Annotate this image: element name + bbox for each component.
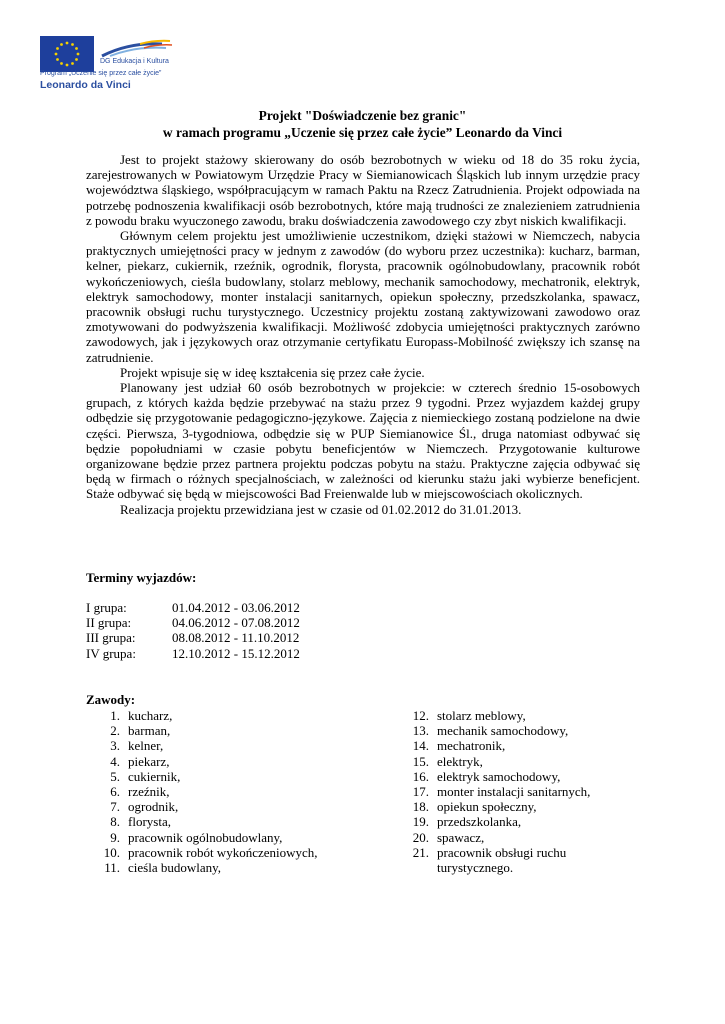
terms-row: [86, 615, 300, 630]
list-text: przedszkolanka,: [437, 814, 522, 830]
terms-group: II grupa:: [86, 615, 132, 631]
paragraph: Jest to projekt stażowy skierowany do osób bezrobotnych w wieku od 18 do 35 roku życia, zarejestrowanych w Powiatowym Urzędzie Pracy w Siemianowicach Śląskich lub innym urzędzie pracy województwa śląskiego, współpracującym w ramach Paktu na Rzecz Zatrudnienia. Projekt odpowiada na potrzebę podnoszenia kwalifikacji osób bezrobotnych, które mają trudności ze znalezieniem zatrudnienia z powodu braku wyuczonego zawodu, braku doświadczenia zawodowego czy zbyt niskich kwalifikacji.: [86, 152, 640, 228]
list-text: pracownik ogólnobudowlany,: [128, 829, 283, 845]
header-logo: [40, 36, 180, 96]
list-item: [86, 768, 181, 784]
list-text-continuation: turystycznego.: [437, 859, 514, 875]
list-number: 17.: [412, 783, 429, 799]
list-text: stolarz meblowy,: [437, 708, 526, 723]
terms-table: [86, 600, 300, 661]
list-text: kucharz,: [128, 708, 173, 723]
list-text: monter instalacji sanitarnych,: [437, 783, 591, 799]
list-number: 1.: [110, 708, 120, 723]
list-text: barman,: [128, 723, 171, 739]
list-number: 15.: [412, 753, 429, 769]
list-number: 3.: [110, 738, 120, 754]
list-number: 12.: [412, 708, 429, 723]
list-text: rzeźnik,: [128, 783, 170, 799]
paragraph: Głównym celem projektu jest umożliwienie uczestnikom, dzięki stażowi w Niemczech, nabycia praktycznych umiejętności pracy w jednym z zawodów (do wyboru przez uczestnika): kucharz, barman, kelner, piekarz, cukiernik, rzeźnik, ogrodnik, florysta, pracownik ogólnobudowlany, pracownik robót wykończeniowych, cieśla budowlany, stolarz meblowy, mechanik samochodowy, mechatronik, elektryk, elektryk samochodowy, monter instalacji sanitarnych, opiekun społeczny, przedszkolanka, spawacz, pracownik obsługi ruchu turystycznego. Uczestnicy projektu zostaną zaktywizowani zawodowo oraz zmotywowani do podwyższenia kwalifikacji. Możliwość zdobycia umiejętności praktycznych zarówno zawodowych, jak i językowych oraz otrzymanie certyfikatu Europass-Mobilność zwiększy ich szansę na zatrudnienie.: [86, 228, 640, 365]
list-number: 10.: [103, 844, 120, 860]
paragraph: Realizacja projektu przewidziana jest w czasie od 01.02.2012 do 31.01.2013.: [120, 501, 522, 517]
paragraph: Planowany jest udział 60 osób bezrobotnych w projekcie: w czterech średnio 15-osobowych grupach, z których każda będzie przebywać na stażu przez 9 tygodni. Przez wyjazdem każdej grupy odbędzie się przygotowanie pedagogiczno-językowe. Zajęcia z niemieckiego zostaną podzielone na dwie części. Pierwsza, 3-tygodniowa, odbędzie się w PUP Siemianowice Śl., druga natomiast odbywać się będzie popołudniami w czasie pobytu beneficjentów w Niemczech. Przygotowanie kulturowe organizowane będzie przez partnera projektu podczas pobytu na stażu. Praktyczne zajęcia odbywać się będą w firmach o różnych specjalnościach, w zależności od kierunku stażu jaki wybierze beneficjent. Staże odbywać się będą w miejscowości Bad Freienwalde lub w miejscowościach okolicznych.: [86, 380, 640, 502]
list-item: [86, 844, 318, 860]
terms-row: [86, 646, 300, 661]
list-text: elektryk,: [437, 753, 483, 769]
list-text: mechatronik,: [437, 738, 506, 754]
list-text: pracownik obsługi ruchu: [437, 844, 567, 860]
list-item: [86, 859, 222, 875]
terms-dates: 04.06.2012 - 07.08.2012: [172, 615, 300, 631]
professions-heading: Zawody:: [86, 692, 136, 707]
terms-row: [86, 600, 300, 615]
logo-dg-text: DG Edukacja i Kultura: [100, 58, 169, 65]
terms-row: [86, 630, 300, 645]
list-number: 7.: [110, 799, 120, 815]
list-item: [86, 723, 171, 739]
logo-program-text: Program „Uczenie się przez całe życie”: [40, 70, 162, 77]
paragraph: Projekt wpisuje się w ideę kształcenia się przez całe życie.: [120, 364, 425, 380]
list-item: [86, 738, 164, 754]
list-number: 2.: [110, 723, 120, 739]
page-title-line2: w ramach programu „Uczenie się przez całe życie” Leonardo da Vinci: [162, 125, 563, 140]
list-item: [86, 829, 283, 845]
list-text: ogrodnik,: [128, 799, 179, 815]
list-number: 11.: [104, 859, 120, 875]
terms-heading: Terminy wyjazdów:: [86, 570, 197, 585]
list-text: spawacz,: [437, 829, 485, 845]
list-item: [395, 829, 485, 845]
professions-list-right: [395, 708, 591, 875]
terms-group: III grupa:: [86, 630, 136, 646]
list-text: mechanik samochodowy,: [437, 723, 569, 739]
list-item: [86, 814, 171, 830]
list-item: [395, 783, 591, 799]
list-item: [395, 708, 526, 723]
list-number: 20.: [412, 829, 429, 845]
list-item: [395, 844, 567, 860]
list-item: [86, 708, 173, 723]
list-number: 14.: [412, 738, 429, 754]
list-text: cieśla budowlany,: [128, 859, 222, 875]
list-item: [395, 723, 569, 739]
page-title-line1: Projekt "Doświadczenie bez granic": [258, 108, 467, 123]
list-item: [395, 799, 537, 815]
list-number: 13.: [412, 723, 429, 739]
eu-flag-icon: [40, 36, 94, 72]
list-item: [395, 768, 561, 784]
list-item: [395, 814, 522, 830]
professions-list-left: [86, 708, 318, 875]
list-number: 18.: [412, 799, 429, 815]
list-text: florysta,: [128, 814, 171, 830]
terms-dates: 08.08.2012 - 11.10.2012: [172, 630, 300, 646]
list-item: [395, 753, 483, 769]
list-item: [86, 783, 170, 799]
list-number: 8.: [110, 814, 120, 830]
list-number: 6.: [110, 783, 120, 799]
list-number: 16.: [412, 768, 429, 784]
logo-leonardo-text: Leonardo da Vinci: [40, 79, 131, 91]
list-item: [86, 753, 170, 769]
list-number: 19.: [412, 814, 429, 830]
list-number: 5.: [110, 768, 120, 784]
list-number: 4.: [110, 753, 120, 769]
list-item: [395, 738, 506, 754]
list-text: piekarz,: [128, 753, 170, 769]
list-item-continuation: [395, 859, 514, 875]
terms-dates: 12.10.2012 - 15.12.2012: [172, 645, 300, 661]
list-text: opiekun społeczny,: [437, 799, 537, 815]
body-text: [86, 152, 640, 517]
list-item: [86, 799, 179, 815]
terms-group: I grupa:: [86, 600, 127, 615]
list-number: 9.: [110, 829, 120, 845]
list-text: kelner,: [128, 738, 164, 754]
terms-group: IV grupa:: [86, 645, 136, 661]
terms-dates: 01.04.2012 - 03.06.2012: [172, 600, 300, 615]
list-text: cukiernik,: [128, 768, 181, 784]
list-text: elektryk samochodowy,: [437, 768, 561, 784]
list-number: 21.: [412, 844, 429, 860]
list-text: pracownik robót wykończeniowych,: [128, 844, 318, 860]
